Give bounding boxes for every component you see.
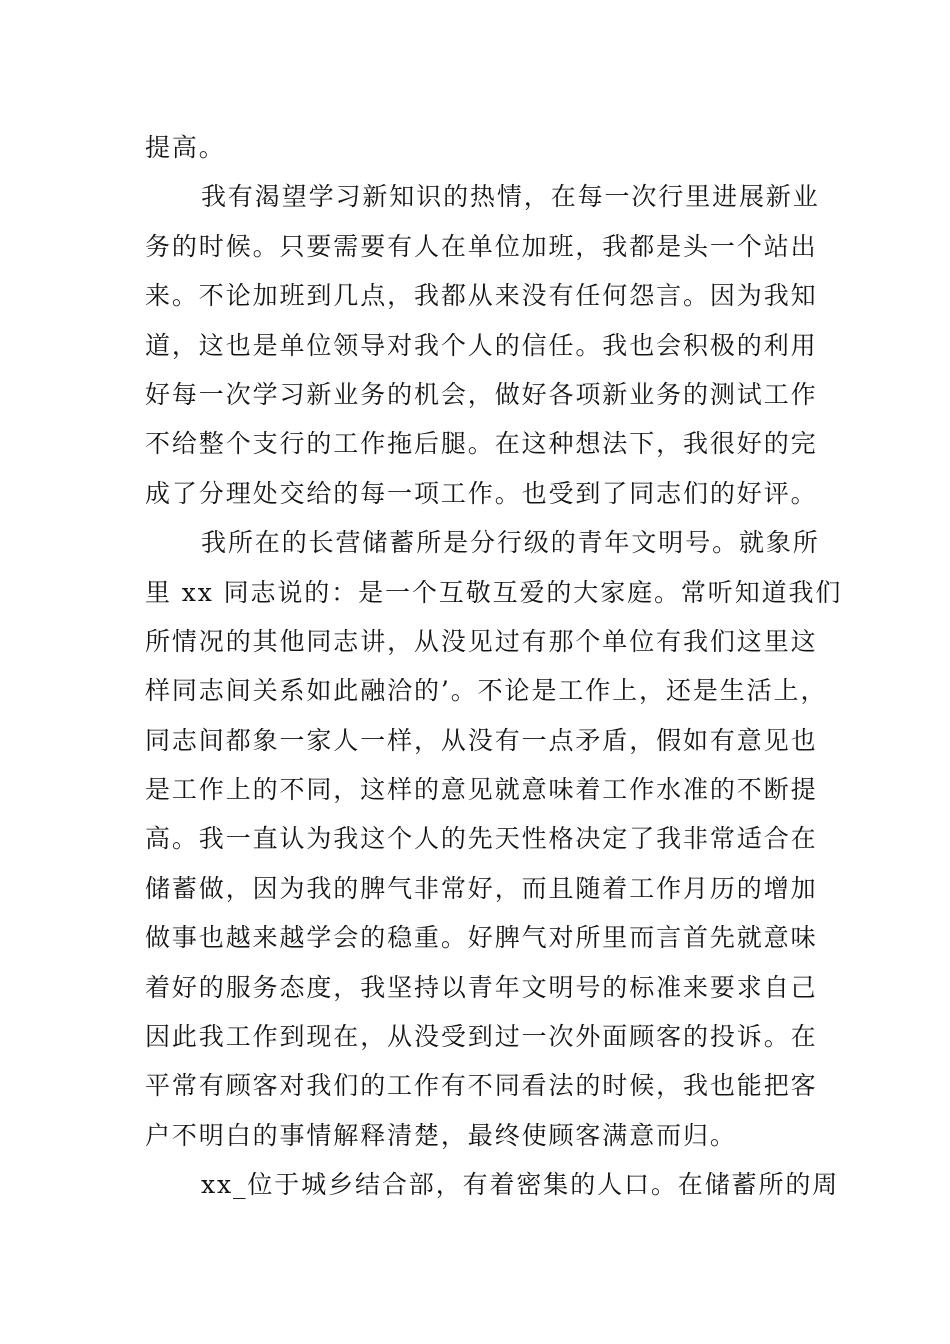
text-line: 是工作上的不同，这样的意见就意味着工作水准的不断提 (145, 775, 818, 805)
text-line: 成了分理处交给的每一项工作。也受到了同志们的好评。 (145, 478, 818, 508)
text-line: 因此我工作到现在，从没受到过一次外面顾客的投诉。在 (145, 1022, 818, 1052)
body-text (145, 123, 843, 1210)
text-line: 户不明白的事情解释清楚，最终使顾客满意而归。 (145, 1120, 737, 1150)
text-line: 所情况的其他同志讲，从没见过有那个单位有我们这里这 (145, 626, 818, 656)
text-line: 平常有顾客对我们的工作有不同看法的时候，我也能把客 (145, 1071, 818, 1101)
text-line: 道，这也是单位领导对我个人的信任。我也会积极的利用 (145, 330, 818, 360)
text-line: 务的时候。只要需要有人在单位加班，我都是头一个站出 (145, 231, 818, 261)
text-line: 来。不论加班到几点，我都从来没有任何怨言。因为我知 (145, 281, 818, 311)
text-line: 高。我一直认为我这个人的先天性格决定了我非常适合在 (145, 824, 818, 854)
text-line: 着好的服务态度，我坚持以青年文明号的标准来要求自己 (145, 972, 818, 1002)
text-line: xx_位于城乡结合部，有着密集的人口。在储蓄所的周 (201, 1170, 840, 1200)
text-line: 我有渴望学习新知识的热情，在每一次行里进展新业 (201, 182, 820, 212)
text-line: 里 xx 同志说的：是一个互敬互爱的大家庭。常听知道我们 (145, 577, 843, 607)
text-line: 储蓄做，因为我的脾气非常好，而且随着工作月历的增加 (145, 873, 818, 903)
text-line: 不给整个支行的工作拖后腿。在这种想法下，我很好的完 (145, 429, 818, 459)
text-line: 提高。 (145, 133, 226, 162)
text-line: 做事也越来越学会的稳重。好脾气对所里而言首先就意味 (145, 923, 818, 953)
text-line: 好每一次学习新业务的机会，做好各项新业务的测试工作 (145, 379, 818, 409)
text-line: 我所在的长营储蓄所是分行级的青年文明号。就象所 (201, 528, 820, 558)
text-line: 样同志间关系如此融洽的’。不论是工作上，还是生活上， (145, 676, 828, 706)
text-line: 同志间都象一家人一样，从没有一点矛盾，假如有意见也 (145, 725, 818, 755)
